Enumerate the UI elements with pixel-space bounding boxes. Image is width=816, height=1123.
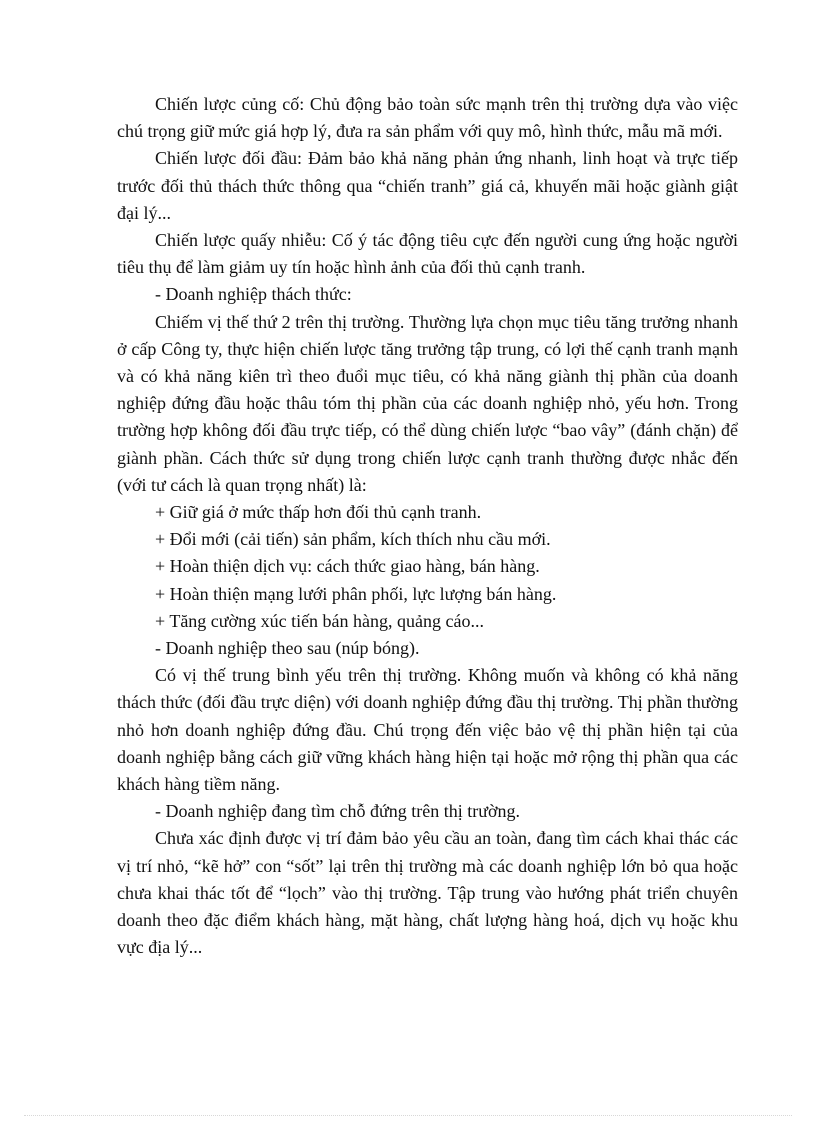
page-bottom-divider xyxy=(24,1115,792,1116)
list-item-promotion: + Tăng cường xúc tiến bán hàng, quảng cáo... xyxy=(155,610,485,631)
heading-follower-firm: - Doanh nghiệp theo sau (núp bóng). xyxy=(155,638,420,659)
document-body xyxy=(117,91,738,962)
list-item-distribution: + Hoàn thiện mạng lưới phân phối, lực lượng bán hàng. xyxy=(155,583,557,604)
heading-niche-seeker-firm: - Doanh nghiệp đang tìm chỗ đứng trên thị trường. xyxy=(155,801,520,822)
paragraph-confrontation-strategy: Chiến lược đối đầu: Đảm bảo khả năng phản ứng nhanh, linh hoạt và trực tiếp trước đối thủ thách thức thông qua “chiến tranh” giá cả, khuyến mãi hoặc giành giật đại lý... xyxy=(117,148,738,223)
list-item-price: + Giữ giá ở mức thấp hơn đối thủ cạnh tranh. xyxy=(155,502,482,523)
paragraph-niche-seeker-description: Chưa xác định được vị trí đảm bảo yêu cầu an toàn, đang tìm cách khai thác các vị trí nhỏ, “kẽ hở” con “sốt” lại trên thị trường mà các doanh nghiệp lớn bỏ qua hoặc chưa khai thác tốt để “lọch” vào thị trường. Tập trung vào hướng phát triển chuyên doanh theo đặc điểm khách hàng, mặt hàng, chất lượng hàng hoá, dịch vụ hoặc khu vực địa lý... xyxy=(117,828,738,958)
paragraph-harassment-strategy: Chiến lược quấy nhiễu: Cố ý tác động tiêu cực đến người cung ứng hoặc người tiêu thụ để làm giảm uy tín hoặc hình ảnh của đối thủ cạnh tranh. xyxy=(117,230,738,278)
paragraph-challenger-description: Chiếm vị thế thứ 2 trên thị trường. Thường lựa chọn mục tiêu tăng trưởng nhanh ở cấp Công ty, thực hiện chiến lược tăng trưởng tập trung, có lợi thế cạnh tranh mạnh và có khả năng kiên trì theo đuổi mục tiêu, có khả năng giành thị phần của doanh nghiệp đứng đầu hoặc thâu tóm thị phần của các doanh nghiệp nhỏ, yếu hơn. Trong trường hợp không đối đầu trực tiếp, có thể dùng chiến lược “bao vây” (đánh chặn) để giành phần. Cách thức sử dụng trong chiến lược cạnh tranh thường được nhắc đến (với tư cách là quan trọng nhất) là: xyxy=(117,311,738,495)
heading-challenger-firm: - Doanh nghiệp thách thức: xyxy=(155,284,352,305)
list-item-innovation: + Đổi mới (cải tiến) sản phẩm, kích thích nhu cầu mới. xyxy=(155,529,551,550)
paragraph-follower-description: Có vị thế trung bình yếu trên thị trường. Không muốn và không có khả năng thách thức (đối đầu trực diện) với doanh nghiệp đứng đầu thị trường. Thị phần thường nhỏ hơn doanh nghiệp đứng đầu. Chú trọng đến việc bảo vệ thị phần hiện tại của doanh nghiệp bằng cách giữ vững khách hàng hiện tại hoặc mở rộng thị phần qua các khách hàng tiềm năng. xyxy=(117,665,738,795)
list-item-service: + Hoàn thiện dịch vụ: cách thức giao hàng, bán hàng. xyxy=(155,556,540,577)
paragraph-consolidation-strategy: Chiến lược củng cố: Chủ động bảo toàn sức mạnh trên thị trường dựa vào việc chú trọng giữ mức giá hợp lý, đưa ra sản phẩm với quy mô, hình thức, mẫu mã mới. xyxy=(117,94,738,142)
